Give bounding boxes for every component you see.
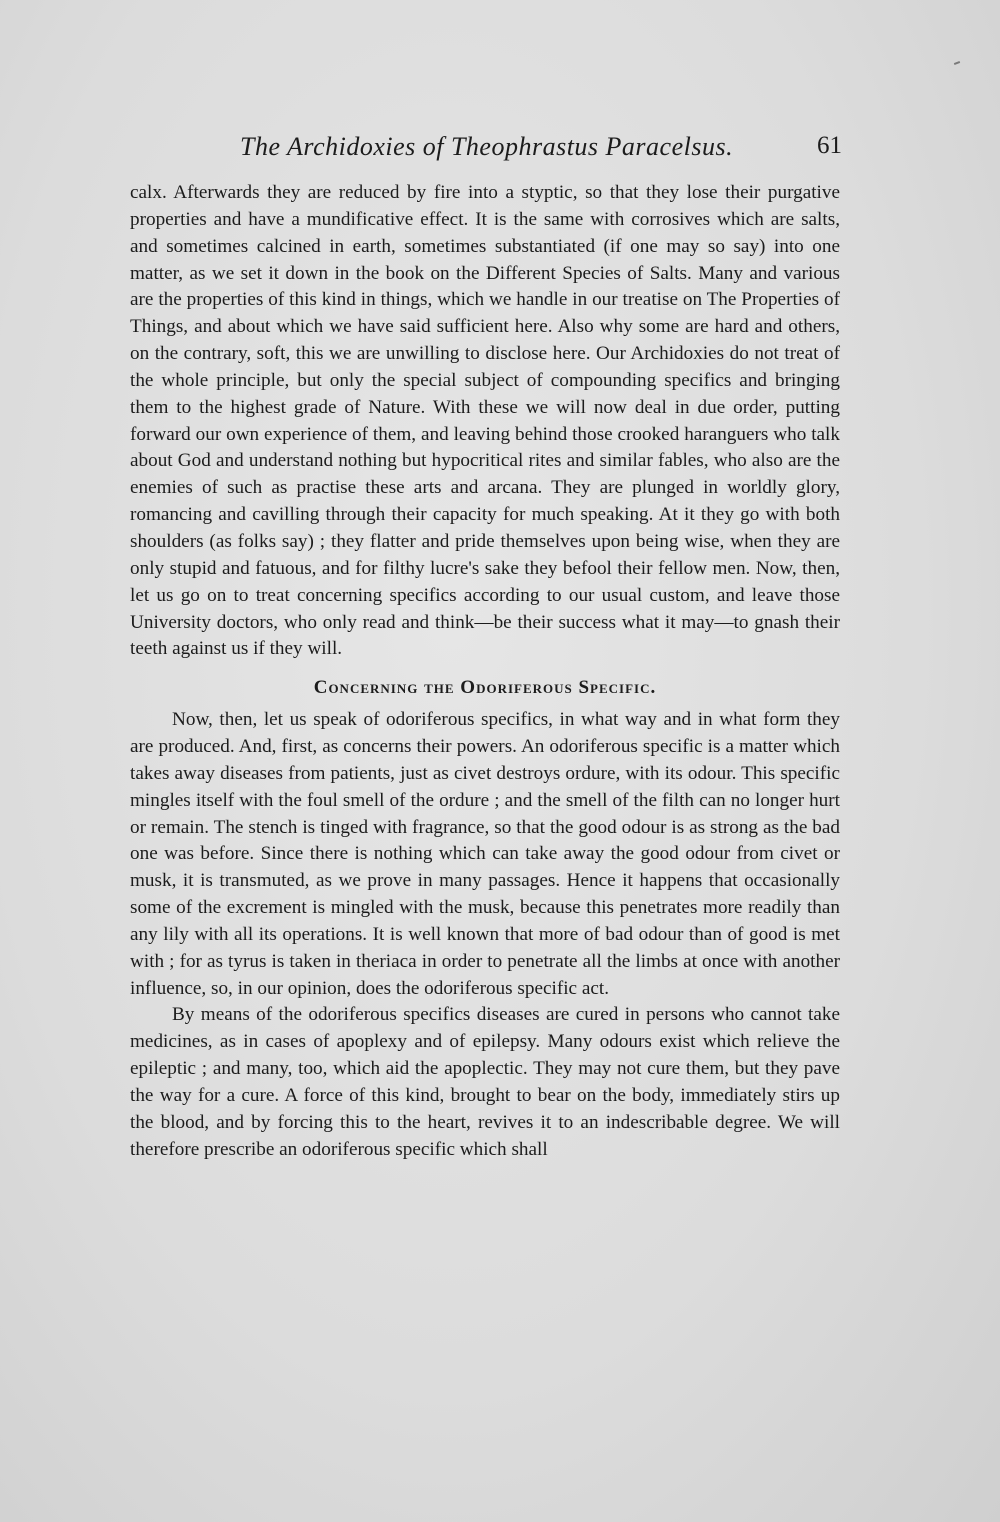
page-header [130,132,842,172]
section-heading: Concerning the Odoriferous Specific. [313,677,657,699]
paragraph-odoriferous-intro: Now, then, let us speak of odoriferous specifics, in what way and in what form they are produced. And, first, as concerns their powers. An odoriferous specific is a matter which takes away diseases from patients, just as civet destroys ordure, with its odour. This specific mingles itself with the foul smell of the ordure ; and the smell of the filth can no longer hurt or remain. The stench is tinged with fragrance, so that the good odour is as strong as the bad one was before. Since there is nothing which can take away the good odour from civet or musk, it is transmuted, as we prove in many passages. Hence it happens that occasionally some of the excrement is mingled with the musk, because this penetrates more readily than any lily with all its operations. It is well known that more of bad odour than of good is met with ; for as tyrus is taken in theriaca in order to penetrate all the limbs at once with another influence, so, in our opinion, does the odoriferous specific act. [130,709,840,999]
paragraph-odoriferous-cures: By means of the odoriferous specifics diseases are cured in persons who cannot take medicines, as in cases of apoplexy and of epilepsy. Many odours exist which relieve the epileptic ; and many, too, which aid the apoplectic. They may not cure them, but they pave the way for a cure. A force of this kind, brought to bear on the body, immediately stirs up the blood, and by forcing this to the heart, revives it to an indescribable degree. We will therefore prescribe an odoriferous specific which shall [130,1004,840,1160]
page-body [130,180,840,1164]
continued-paragraph: calx. Afterwards they are reduced by fire into a styptic, so that they lose their purgative properties and have a mundificative effect. It is the same with corrosives which are salts, and sometimes calcined in earth, sometimes substantiated (if one may so say) into one matter, as we set it down in the book on the Different Species of Salts. Many and various are the properties of this kind in things, which we handle in our treatise on The Properties of Things, and about which we have said sufficient here. Also why some are hard and others, on the contrary, soft, this we are unwilling to disclose here. Our Archidoxies do not treat of the whole principle, but only the special subject of compounding specifics and bringing them to the highest grade of Nature. With these we will now deal in due order, putting forward our own experience of them, and leaving behind those crooked haranguers who talk about God and understand nothing but hypocritical rites and similar fables, who also are the enemies of such as practise these arts and arcana. They are plunged in worldly glory, romancing and cavilling through their capacity for much speaking. At it they go with both shoulders (as folks say) ; they flatter and pride themselves upon being wise, when they are only stupid and fatuous, and for filthy lucre's sake they befool their fellow men. Now, then, let us go on to treat concerning specifics according to our usual custom, and leave those University doctors, who only read and think—be their success what it may—to gnash their teeth against us if they will. [130,182,840,660]
margin-mark [954,61,960,65]
page-number: 61 [817,132,842,159]
running-title: The Archidoxies of Theophrastus Paracelsus. [240,132,734,161]
